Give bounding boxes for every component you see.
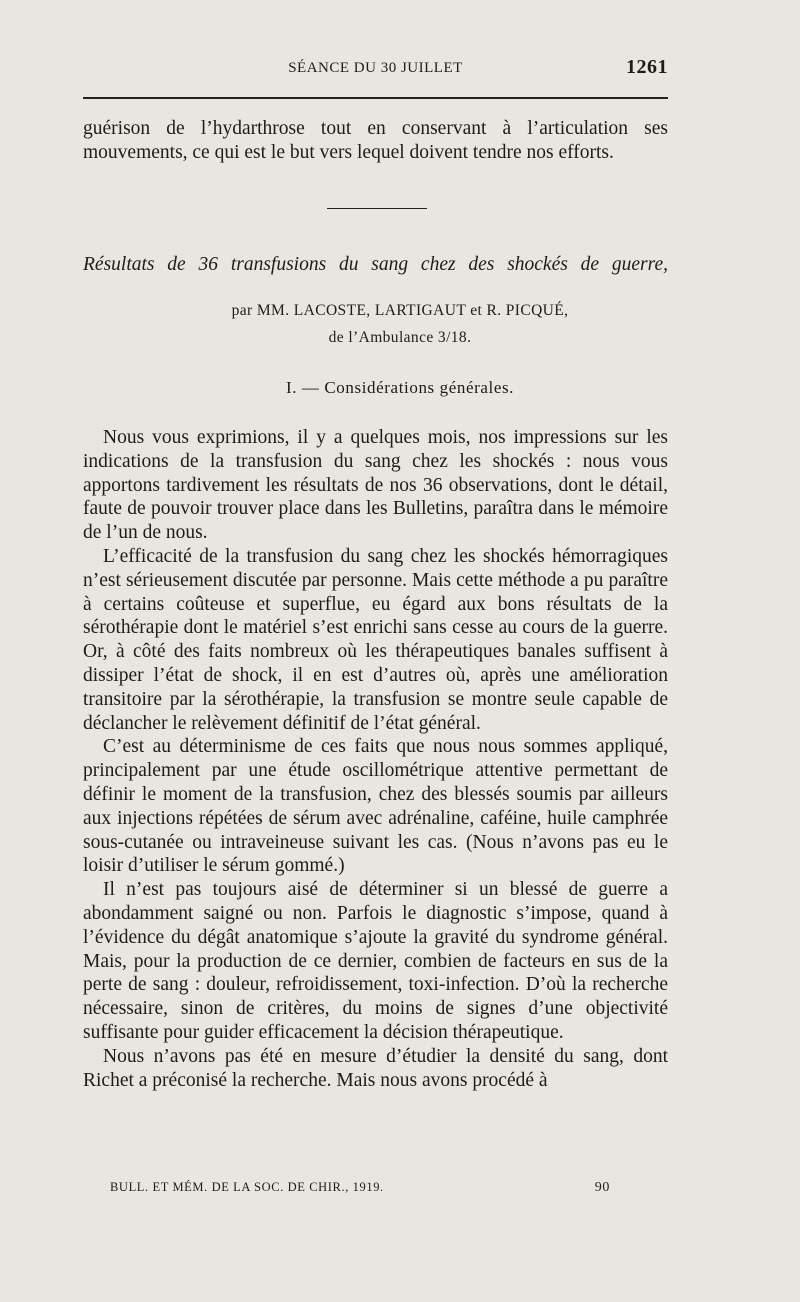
article-title: Résultats de 36 transfusions du sang chez des shockés de guerre, — [83, 254, 668, 275]
paragraph-5: Nous n’avons pas été en mesure d’étudier la densité du sang, dont Richet a préconisé la recherche. Mais nous avons procédé à — [83, 1045, 668, 1091]
intro-paragraph: guérison de l’hydarthrose tout en conservant à l’articulation ses mouvements, ce qui est le but vers lequel doivent tendre nos efforts. — [83, 118, 668, 163]
paragraph-4: Il n’est pas toujours aisé de déterminer si un blessé de guerre a abondamment saigné ou non. Parfois le diagnostic s’impose, quand à l’évidence du dégât anatomique s’ajoute la gravité du syndrome général. Mais, pour la production de ce dernier, combien de facteurs en sus de la perte de sang : douleur, refroidissement, toxi-infection. D’où la recherche nécessaire, sinon de critères, du moins de signes d’une objectivité suffisante pour guider efficacement la décision thérapeutique. — [83, 879, 668, 1043]
section-divider — [327, 208, 427, 209]
signature-mark: 90 — [594, 1180, 610, 1195]
paragraph-3: C’est au déterminisme de ces faits que nous nous sommes appliqué, principalement par une étude oscillométrique attentive permettant de définir le moment de la transfusion, chez des blessés soumis par ailleurs aux injections répétées de sérum avec adrénaline, caféine, huile camphrée sous-cutanée ou intraveineuse suivant les cas. (Nous n’avons pas eu le loisir d’utiliser le sérum gommé.) — [83, 736, 668, 877]
footer-citation: BULL. ET MÉM. DE LA SOC. DE CHIR., 1919. — [110, 1180, 384, 1194]
article-affiliation: de l’Ambulance 3/18. — [328, 329, 472, 346]
section-heading: I. — Considérations générales. — [285, 378, 515, 397]
article-authors: par MM. LACOSTE, LARTIGAUT et R. PICQUÉ, — [231, 302, 569, 319]
paragraph-2: L’efficacité de la transfusion du sang chez les shockés hémorragiques n’est sérieusement discutée par personne. Mais cette méthode a pu paraître à certains coûteuse et superflue, eu égard aux bons résultats de la sérothérapie dont le matériel s’est enrichi sans cesse au cours de la guerre. Or, à côté des faits nombreux où les thérapeutiques banales suffisent à dissiper l’état de shock, il en est d’autres où, après une amélioration transitoire par la sérothérapie, la transfusion se montre seule capable de déclancher le relèvement définitif de l’état général. — [83, 545, 668, 734]
page-number: 1261 — [626, 56, 668, 78]
running-header — [83, 56, 668, 90]
page-footer — [110, 1180, 610, 1200]
body-text — [83, 426, 668, 1092]
header-rule — [83, 97, 668, 99]
paragraph-1: Nous vous exprimions, il y a quelques mois, nos impressions sur les indications de la transfusion du sang chez les shockés : nous vous apportons tardivement les résultats de nos 36 observations, dont le détail, faute de pouvoir trouver place dans les Bulletins, paraîtra dans le mémoire de l’un de nous. — [83, 427, 668, 544]
header-title: SÉANCE DU 30 JUILLET — [288, 60, 463, 76]
